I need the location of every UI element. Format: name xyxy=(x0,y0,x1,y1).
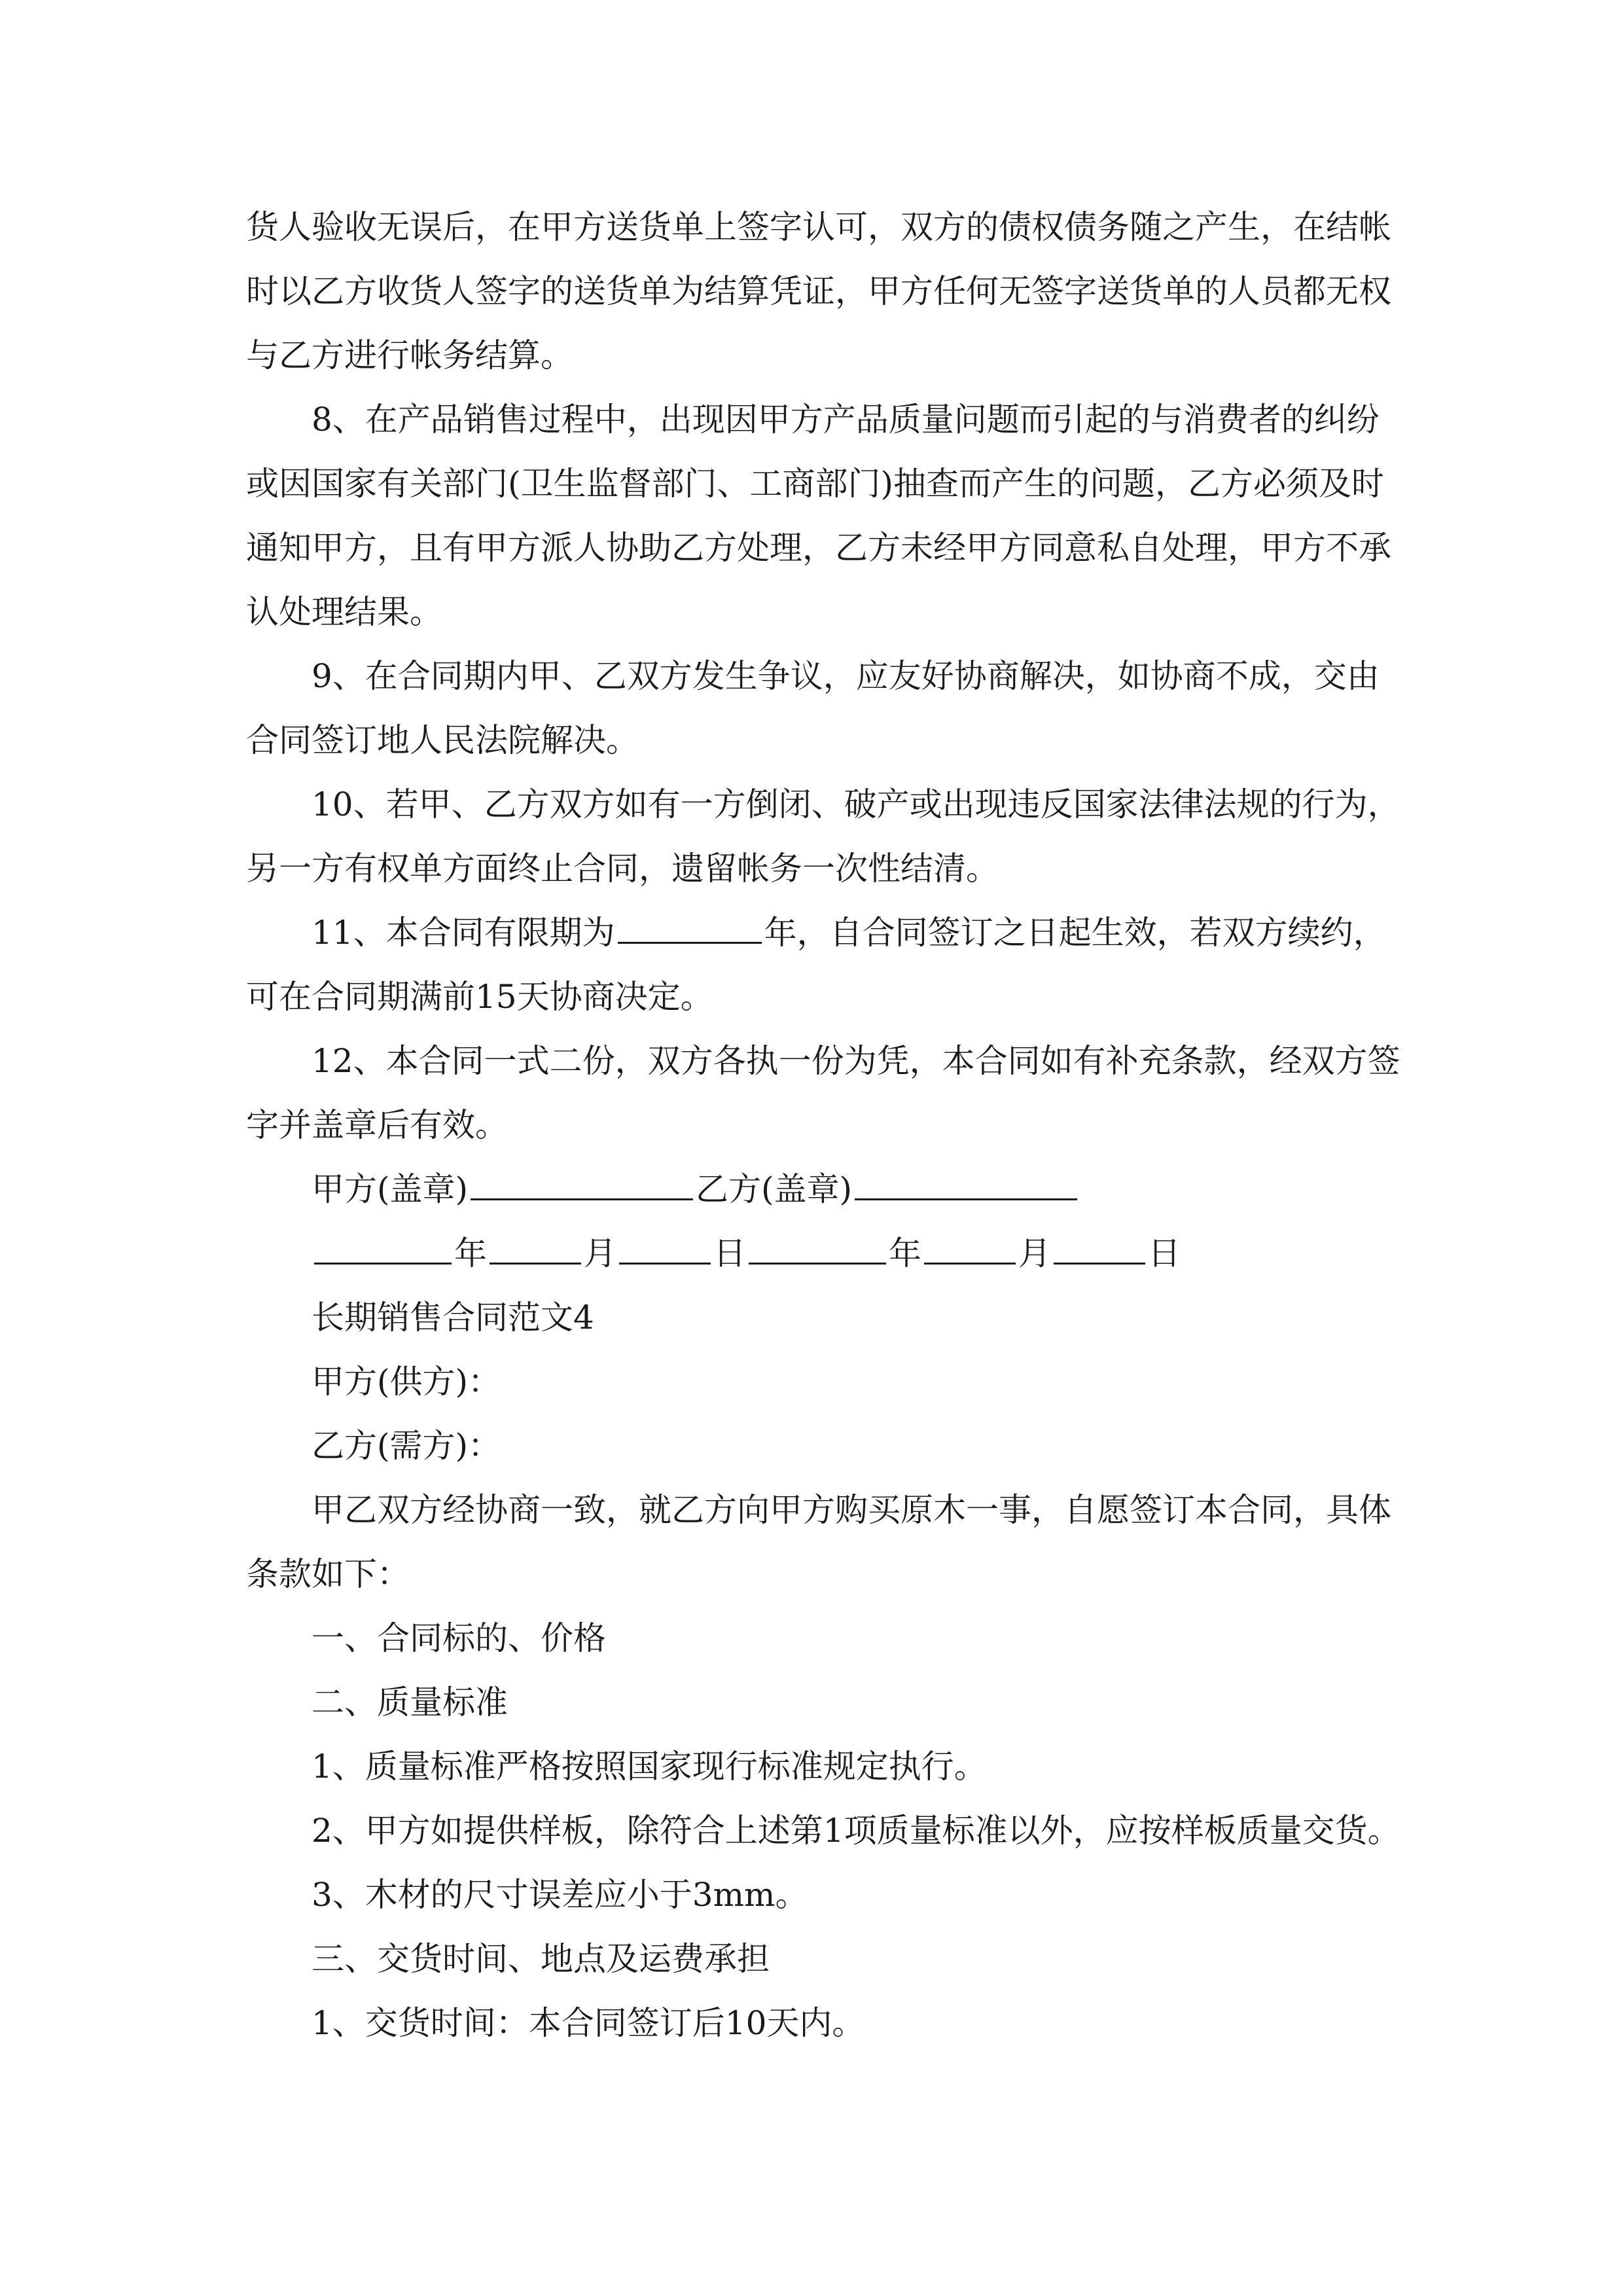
section-1-heading: 一、合同标的、价格 xyxy=(312,1619,606,1657)
party-b-seal-blank xyxy=(855,1159,1077,1200)
term-blank xyxy=(618,903,762,944)
term-label-after: 年，自合同签订之日起生效，若双方续约， xyxy=(764,914,1386,952)
paragraph-11-line-2: 可在合同期满前15天协商决定。 xyxy=(246,978,713,1016)
party-b-month-blank xyxy=(924,1223,1016,1265)
section-3-item-1: 1、交货时间：本合同签订后10天内。 xyxy=(312,2004,865,2042)
signature-line xyxy=(246,1157,1378,1221)
party-a-seal-blank xyxy=(471,1159,693,1200)
section-2-item-2: 2、甲方如提供样板，除符合上述第1项质量标准以外，应按样板质量交货。 xyxy=(312,1812,1400,1850)
supplier-label: 甲方(供方)： xyxy=(312,1363,501,1401)
paragraph-8-line-3: 通知甲方，且有甲方派人协助乙方处理，乙方未经甲方同意私自处理，甲方不承 xyxy=(246,529,1391,567)
party-b-year-label: 年 xyxy=(889,1234,921,1272)
paragraph-7-line-1: 货人验收无误后，在甲方送货单上签字认可，双方的债权债务随之产生，在结帐 xyxy=(246,208,1391,246)
paragraph-9-line-2: 合同签订地人民法院解决。 xyxy=(246,721,639,759)
intro-line-2: 条款如下： xyxy=(246,1555,410,1593)
party-a-month-blank xyxy=(490,1223,581,1265)
intro-line-1: 甲乙双方经协商一致，就乙方向甲方购买原木一事，自愿签订本合同，具体 xyxy=(312,1491,1391,1529)
party-b-month-label: 月 xyxy=(1018,1234,1051,1272)
contract-4-title: 长期销售合同范文4 xyxy=(312,1299,594,1336)
paragraph-8-line-4: 认处理结果。 xyxy=(246,593,442,631)
paragraph-7-line-3: 与乙方进行帐务结算。 xyxy=(246,336,573,374)
paragraph-8-line-2: 或因国家有关部门(卫生监督部门、工商部门)抽查而产生的问题，乙方必须及时 xyxy=(246,465,1385,503)
section-2-item-3: 3、木材的尺寸误差应小于3mm。 xyxy=(312,1876,808,1914)
paragraph-12-line-2: 字并盖章后有效。 xyxy=(246,1106,508,1144)
document-body xyxy=(246,195,1400,2055)
paragraph-12-line-1: 12、本合同一式二份，双方各执一份为凭，本合同如有补充条款，经双方签 xyxy=(312,1042,1400,1080)
party-b-year-blank xyxy=(749,1223,886,1265)
paragraph-8-line-1: 8、在产品销售过程中，出现因甲方产品质量问题而引起的与消费者的纠纷 xyxy=(312,401,1380,439)
paragraph-11-line-1 xyxy=(246,901,1386,965)
paragraph-10-line-2: 另一方有权单方面终止合同，遗留帐务一次性结清。 xyxy=(246,850,999,888)
party-a-day-blank xyxy=(619,1223,711,1265)
paragraph-9-line-1: 9、在合同期内甲、乙双方发生争议，应友好协商解决，如协商不成，交由 xyxy=(312,657,1380,695)
section-2-item-1: 1、质量标准严格按照国家现行标准规定执行。 xyxy=(312,1748,987,1785)
party-b-day-label: 日 xyxy=(1148,1234,1181,1272)
party-a-day-label: 日 xyxy=(713,1234,746,1272)
section-3-heading: 三、交货时间、地点及运费承担 xyxy=(312,1940,770,1978)
party-b-seal-label: 乙方(盖章) xyxy=(696,1170,853,1208)
party-a-year-label: 年 xyxy=(454,1234,487,1272)
party-a-month-label: 月 xyxy=(584,1234,616,1272)
party-a-seal-label: 甲方(盖章) xyxy=(312,1170,469,1208)
term-label: 11、本合同有限期为 xyxy=(312,914,615,952)
party-a-year-blank xyxy=(314,1223,452,1265)
paragraph-7-line-2: 时以乙方收货人签字的送货单为结算凭证，甲方任何无签字送货单的人员都无权 xyxy=(246,272,1391,310)
buyer-label: 乙方(需方)： xyxy=(312,1427,501,1465)
section-2-heading: 二、质量标准 xyxy=(312,1683,508,1721)
date-line xyxy=(246,1221,1378,1285)
party-b-day-blank xyxy=(1054,1223,1145,1265)
paragraph-10-line-1: 10、若甲、乙方双方如有一方倒闭、破产或出现违反国家法律法规的行为， xyxy=(312,785,1400,823)
